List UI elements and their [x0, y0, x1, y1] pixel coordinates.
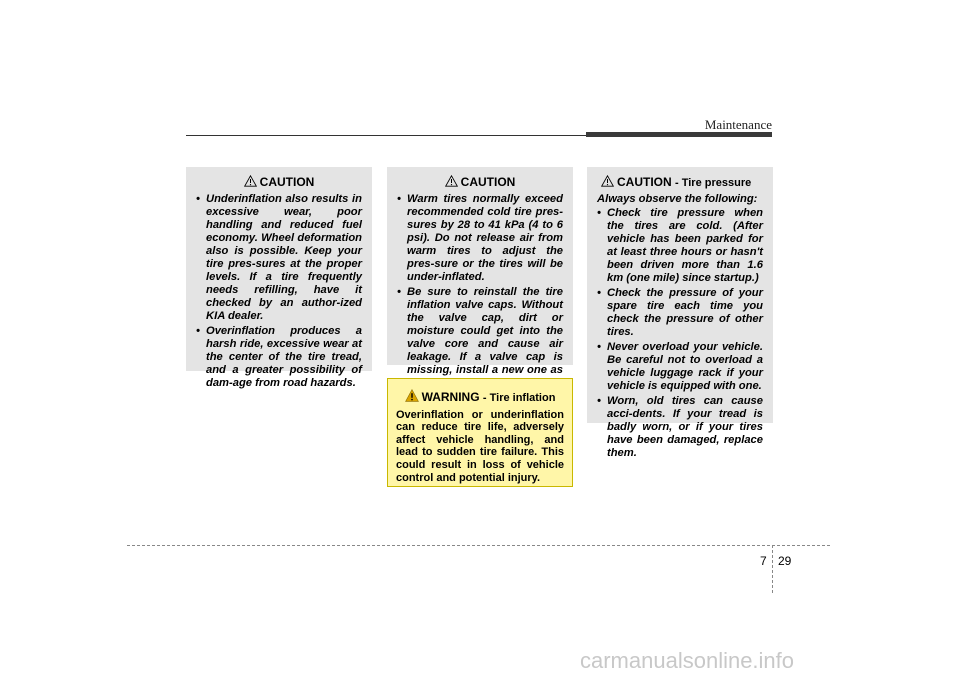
list-item: • Be sure to reinstall the tire inflation valve caps. Without the valve cap, dirt or moisture could get into the valve core and cause air leakage. If a valve cap is missing, install a new one as: [397, 286, 563, 390]
caution-list: [597, 207, 763, 460]
list-item: • Check the pressure of your spare tire each time you check the pressure of other tires.: [597, 287, 763, 338]
list-item-text: Overinflation produces a harsh ride, excessive wear at the center of the tire tread, and a greater possibility of dam-age from road hazards.: [206, 325, 362, 389]
list-item: • Worn, old tires can cause acci-dents. If your tread is badly worn, or if your tires have been damaged, replace them.: [597, 395, 763, 459]
caution-triangle-icon: [601, 175, 614, 190]
list-item-text: Underinflation also results in excessive wear, poor handling and reduced fuel economy. Wheel deformation also is possible. Keep your tire pres-sures at the proper levels. If a tire frequently needs refilling, have it checked by an author-ized KIA dealer.: [206, 193, 362, 322]
caution-heading-text: CAUTION: [259, 175, 315, 189]
caution-triangle-icon: [445, 175, 458, 190]
caution-list: [196, 193, 362, 390]
caution-heading-text: CAUTION: [617, 175, 672, 189]
caution-intro: Always observe the following:: [597, 193, 758, 205]
warning-heading: [396, 389, 564, 405]
caution-subheading: - Tire pressure: [675, 177, 752, 189]
caution-list: [397, 193, 563, 390]
list-item: • Check tire pressure when the tires are cold. (After vehicle has been parked for at least three hours or hasn't been driven more than 1.6 km (one mile) since startup.): [597, 207, 763, 284]
caution-box-underinflation: [186, 167, 372, 389]
list-item-text: Check tire pressure when the tires are cold. (After vehicle has been parked for at least three hours or hasn't been driven more than 1.6 km (one mile) since startup.): [607, 207, 763, 284]
header-rule-accent: [586, 132, 772, 137]
list-item: • Warm tires normally exceed recommended cold tire pres-sures by 28 to 41 kPa (4 to 6 psi). Do not release air from warm tires to adjust the pres-sure or the tires will be under-inflated.: [397, 193, 563, 283]
list-item-text: Worn, old tires can cause acci-dents. If your tread is badly worn, or if your tires have been damaged, replace them.: [607, 395, 763, 459]
footer-page-divider: [772, 545, 773, 593]
caution-heading-text: CAUTION: [460, 175, 516, 189]
caution-heading: [196, 175, 362, 190]
list-item: • Never overload your vehicle. Be careful not to overload a vehicle luggage rack if your vehicle is equipped with one.: [597, 341, 763, 392]
list-item-text: Be sure to reinstall the tire inflation valve caps. Without the valve cap, dirt or moisture could get into the valve core and cause air leakage. If a valve cap is missing, install a new one as: [407, 286, 563, 376]
caution-box-tire-pressure: [587, 167, 773, 459]
list-item: • Overinflation produces a harsh ride, excessive wear at the center of the tire tread, and a greater possibility of dam-age from road hazards.: [196, 325, 362, 389]
chapter-number: 7: [760, 554, 767, 568]
warning-triangle-icon: [405, 389, 419, 405]
caution-box-warm-tires: [387, 167, 573, 376]
caution-heading: [597, 175, 763, 190]
warning-text: Overinflation or underinflation can reduce tire life, adversely affect vehicle handling, and lead to sudden tire failure. This could result in loss of vehicle control and potential injury.: [396, 408, 564, 484]
warning-box-tire-inflation: [387, 378, 573, 487]
list-item-text: Never overload your vehicle. Be careful not to overload a vehicle luggage rack if your vehicle is equipped with one.: [607, 341, 763, 392]
list-item: • Underinflation also results in excessive wear, poor handling and reduced fuel economy. Wheel deformation also is possible. Keep your tire pres-sures at the proper levels. If a tire frequently needs refilling, have it checked by an author-ized KIA dealer.: [196, 193, 362, 322]
page-number: 29: [778, 554, 792, 568]
list-item-text: Check the pressure of your spare tire each time you check the pressure of other tires.: [607, 287, 763, 338]
list-item-text: Warm tires normally exceed recommended cold tire pres-sures by 28 to 41 kPa (4 to 6 psi). Do not release air from warm tires to adjust the pres-sure or the tires will be under-inflated.: [407, 193, 563, 283]
warning-subheading: - Tire inflation: [482, 392, 556, 404]
caution-triangle-icon: [244, 175, 257, 190]
header-title: Maintenance: [704, 117, 772, 132]
watermark: carmanualsonline.info: [580, 648, 795, 673]
warning-heading-text: WARNING: [421, 390, 480, 404]
footer-divider: [127, 545, 830, 546]
caution-heading: [397, 175, 563, 190]
